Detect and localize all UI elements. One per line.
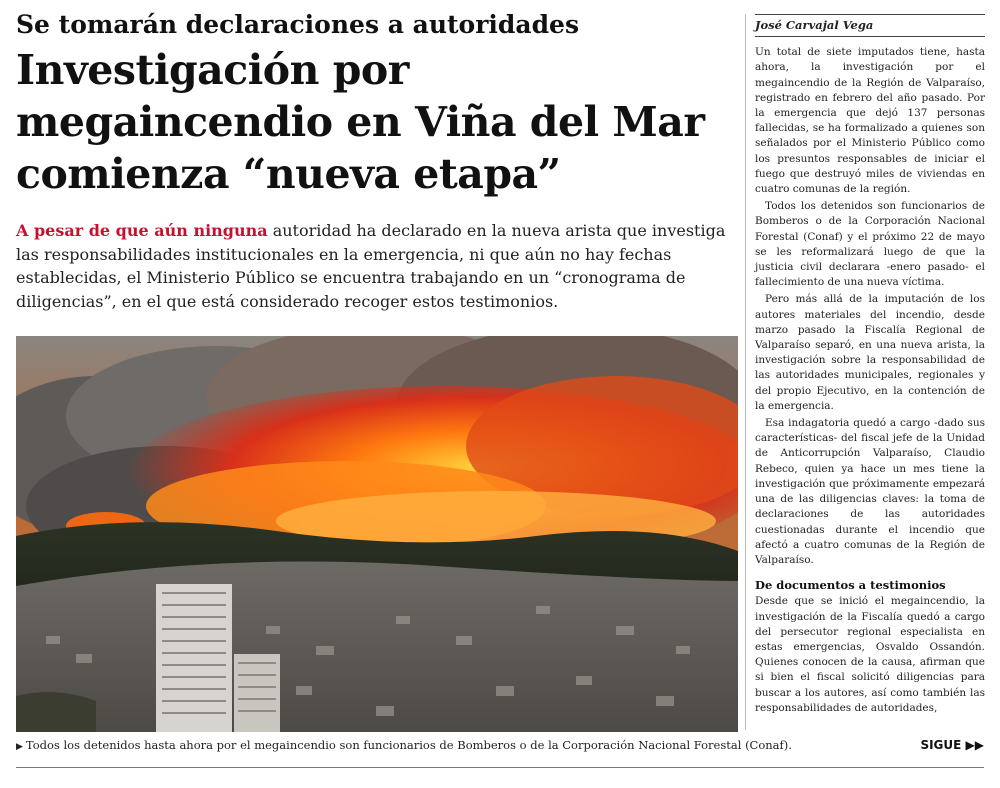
section-subhead: De documentos a testimonios: [755, 578, 946, 593]
body-paragraph: Pero más allá de la imputación de los autores materiales del incendio, desde marzo pasado la Fiscalía Regional de Valparaíso separó, en una nueva arista, la investigación sobre la responsabilidad de las autoridades municipales, regionales y del propio Ejecutivo, en la contención de la emergencia.: [755, 293, 985, 412]
photo-caption-text: Todos los detenidos hasta ahora por el megaincendio son funcionarios de Bomberos o de la Corporación Nacional Forestal (Conaf).: [25, 738, 792, 752]
body-paragraph: Un total de siete imputados tiene, hasta ahora, la investigación por el megaincendio de la Región de Valparaíso, registrado en febrero del año pasado. Por la emergencia que dejó 137 personas fallecidas, se ha formalizado a quienes son señalados por el Ministerio Público como los presuntos responsables de iniciar el fuego que destruyó miles de viviendas en cuatro comunas de la región.: [755, 46, 985, 196]
fire-photo-illustration: [16, 336, 738, 732]
photo-caption: [16, 738, 916, 754]
body-paragraph: Todos los detenidos son funcionarios de Bomberos o de la Corporación Nacional Forestal (Conaf) y el próximo 22 de mayo se les reformalizará luego de que la justicia civil declarara -enero pasado- el fallecimiento de una nueva víctima.: [755, 200, 985, 289]
sidebar-column: [755, 14, 985, 718]
article-headline: [16, 44, 736, 200]
headline-line: comienza “nueva etapa”: [16, 150, 561, 198]
continue-label: SIGUE ▶▶: [920, 738, 984, 752]
article-lead: [16, 219, 736, 313]
headline-line: Investigación por: [16, 46, 409, 94]
lead-text: autoridad ha declarado en la nueva arista que investiga las responsabilidades institucionales en la emergencia, ni que aún no hay fechas establecidas, el Ministerio Público se encuentra trabajando en un “cronograma de diligencias”, en el que está considerado recoger estos testimonios.: [16, 221, 726, 311]
lead-highlight: A pesar de que aún ninguna: [16, 221, 268, 240]
author-byline: José Carvajal Vega: [755, 14, 985, 37]
body-paragraph: Desde que se inició el megaincendio, la investigación de la Fiscalía quedó a cargo del persecutor regional especialista en estas emergencias, Osvaldo Ossandón. Quienes conocen de la causa, afirman que si bien el fiscal solicitó diligencias para buscar a los autores, así como también las responsabilidades de autoridades,: [755, 595, 985, 714]
column-divider: [745, 14, 746, 730]
body-paragraph: Esa indagatoria quedó a cargo -dado sus características- del fiscal jefe de la Unidad de Anticorrupción Valparaíso, Claudio Rebeco, quien ya hace un mes tiene la investigación que próximamente empezará una de las diligencias claves: la toma de declaraciones de las autoridades cuestionadas durante el incendio que afectó a cuatro comunas de la Región de Valparaíso.: [755, 417, 985, 566]
headline-line: megaincendio en Viña del Mar: [16, 98, 705, 146]
fire-photo: [16, 336, 738, 732]
caption-arrow-icon: ▶: [16, 742, 23, 752]
article-kicker: Se tomarán declaraciones a autoridades: [16, 10, 580, 39]
bottom-divider: [16, 767, 984, 768]
